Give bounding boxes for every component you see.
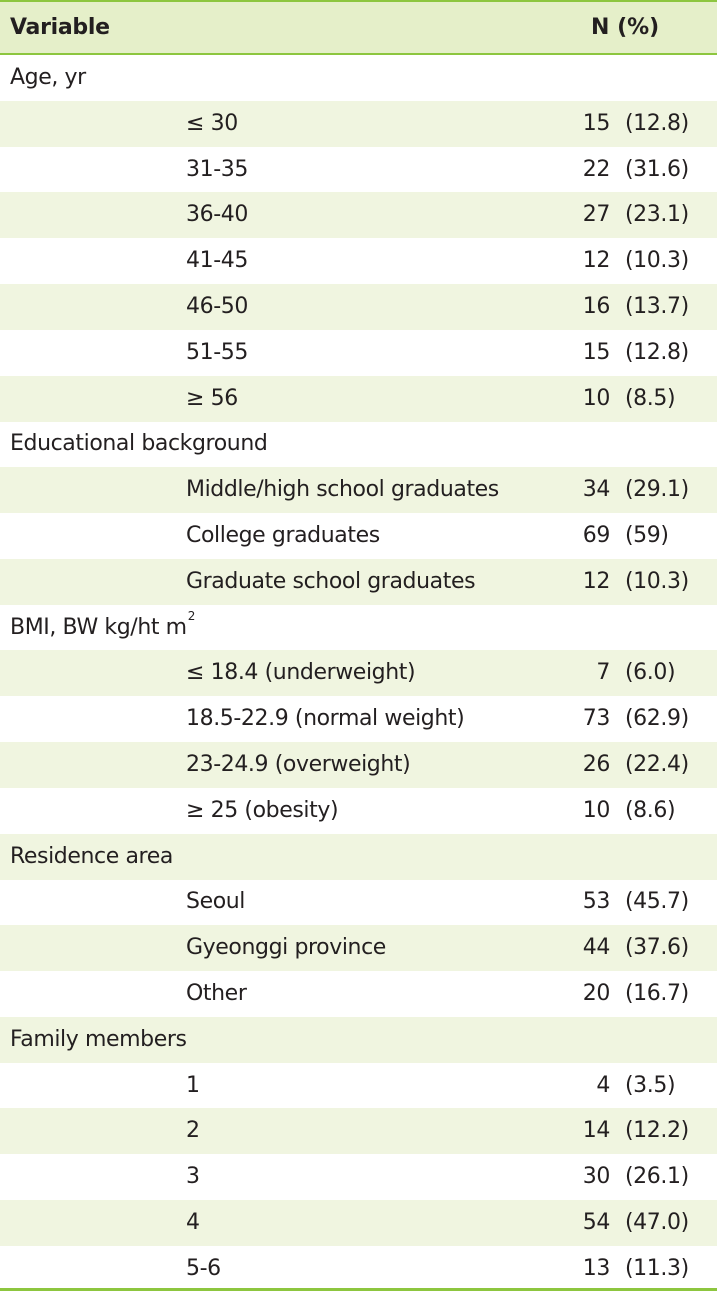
count-cell: 53 bbox=[582, 889, 610, 915]
item-label: 18.5-22.9 (normal weight) bbox=[186, 706, 465, 732]
item-label: 1 bbox=[186, 1072, 200, 1098]
table-row bbox=[0, 1154, 717, 1200]
percent-cell: (26.1) bbox=[625, 1164, 689, 1190]
table-row bbox=[0, 971, 717, 1017]
table-row bbox=[0, 238, 717, 284]
count-cell: 20 bbox=[582, 981, 610, 1006]
percent-cell: (13.7) bbox=[625, 294, 689, 319]
item-label: 23-24.9 (overweight) bbox=[186, 752, 411, 777]
category-label bbox=[10, 55, 86, 101]
percent-cell: (59) bbox=[625, 523, 669, 548]
table-row bbox=[0, 742, 717, 788]
count-cell: 54 bbox=[582, 1210, 610, 1235]
category-row bbox=[0, 605, 717, 651]
percent-cell: (16.7) bbox=[625, 981, 689, 1006]
item-label: 2 bbox=[186, 1118, 200, 1144]
table-row bbox=[0, 1108, 717, 1154]
count-cell: 44 bbox=[582, 935, 610, 961]
table-row bbox=[0, 1200, 717, 1246]
table-row bbox=[0, 101, 717, 147]
percent-cell: (3.5) bbox=[625, 1072, 676, 1098]
table-row bbox=[0, 330, 717, 376]
table-row bbox=[0, 467, 717, 513]
percent-cell: (6.0) bbox=[625, 660, 676, 686]
percent-cell: (62.9) bbox=[625, 706, 689, 732]
table-row bbox=[0, 192, 717, 238]
percent-cell: (23.1) bbox=[625, 202, 689, 228]
item-label: College graduates bbox=[186, 523, 380, 548]
category-row bbox=[0, 834, 717, 880]
item-label: 3 bbox=[186, 1164, 200, 1190]
category-label bbox=[10, 421, 267, 467]
count-cell: 15 bbox=[582, 110, 610, 136]
percent-cell: (22.4) bbox=[625, 752, 689, 777]
category-text: BMI, BW kg/ht m bbox=[10, 614, 187, 640]
table-row bbox=[0, 879, 717, 925]
count-cell: 10 bbox=[582, 385, 610, 411]
item-label: ≥ 56 bbox=[186, 385, 238, 411]
category-label bbox=[10, 1017, 187, 1063]
category-text: Educational background bbox=[10, 431, 268, 457]
count-cell: 4 bbox=[596, 1072, 610, 1098]
item-label: Graduate school graduates bbox=[186, 568, 476, 594]
count-cell: 73 bbox=[582, 706, 610, 732]
item-label: 31-35 bbox=[186, 156, 248, 182]
category-text: Family members bbox=[10, 1026, 187, 1052]
percent-cell: (29.1) bbox=[625, 477, 689, 503]
item-label: Seoul bbox=[186, 889, 246, 915]
percent-cell: (12.8) bbox=[625, 110, 689, 136]
category-row bbox=[0, 1017, 717, 1063]
table-row bbox=[0, 1063, 717, 1109]
item-label: 4 bbox=[186, 1210, 200, 1235]
item-label: ≥ 25 (obesity) bbox=[186, 797, 339, 823]
category-label bbox=[10, 834, 173, 880]
category-label bbox=[10, 605, 194, 653]
percent-cell: (47.0) bbox=[625, 1210, 689, 1235]
header-variable: Variable bbox=[10, 15, 110, 40]
count-cell: 27 bbox=[582, 202, 610, 228]
percent-cell: (12.8) bbox=[625, 339, 689, 365]
count-cell: 13 bbox=[582, 1255, 610, 1281]
item-label: Other bbox=[186, 981, 247, 1006]
table-row bbox=[0, 559, 717, 605]
table-row bbox=[0, 925, 717, 971]
percent-cell: (10.3) bbox=[625, 248, 689, 274]
table-row bbox=[0, 284, 717, 330]
percent-cell: (37.6) bbox=[625, 935, 689, 961]
item-label: Middle/high school graduates bbox=[186, 477, 499, 503]
table-row bbox=[0, 147, 717, 193]
percent-cell: (45.7) bbox=[625, 889, 689, 915]
percent-cell: (12.2) bbox=[625, 1118, 689, 1144]
count-cell: 12 bbox=[582, 568, 610, 594]
percent-cell: (8.6) bbox=[625, 797, 676, 823]
count-cell: 30 bbox=[582, 1164, 610, 1190]
item-label: 36-40 bbox=[186, 202, 248, 228]
table-row bbox=[0, 650, 717, 696]
category-text: Residence area bbox=[10, 843, 173, 869]
category-text: Age, yr bbox=[10, 65, 86, 90]
category-row bbox=[0, 55, 717, 101]
superscript: 2 bbox=[187, 608, 195, 623]
count-cell: 26 bbox=[582, 752, 610, 777]
table-row bbox=[0, 788, 717, 834]
item-label: ≤ 30 bbox=[186, 110, 238, 136]
percent-cell: (10.3) bbox=[625, 568, 689, 594]
count-cell: 7 bbox=[596, 660, 610, 686]
count-cell: 10 bbox=[582, 797, 610, 823]
table-row bbox=[0, 376, 717, 422]
item-label: 41-45 bbox=[186, 248, 248, 274]
item-label: ≤ 18.4 (underweight) bbox=[186, 660, 416, 686]
count-cell: 16 bbox=[582, 294, 610, 319]
percent-cell: (11.3) bbox=[625, 1255, 689, 1281]
percent-cell: (8.5) bbox=[625, 385, 676, 411]
count-cell: 15 bbox=[582, 339, 610, 365]
percent-cell: (31.6) bbox=[625, 156, 689, 182]
table-row bbox=[0, 513, 717, 559]
table-header bbox=[0, 2, 717, 53]
item-label: 5-6 bbox=[186, 1255, 221, 1281]
count-cell: 69 bbox=[582, 523, 610, 548]
count-cell: 22 bbox=[582, 156, 610, 182]
category-row bbox=[0, 421, 717, 467]
item-label: Gyeonggi province bbox=[186, 935, 386, 961]
count-cell: 34 bbox=[582, 477, 610, 503]
item-label: 51-55 bbox=[186, 339, 248, 365]
table-row bbox=[0, 696, 717, 742]
count-cell: 12 bbox=[582, 248, 610, 274]
item-label: 46-50 bbox=[186, 294, 248, 319]
count-cell: 14 bbox=[582, 1118, 610, 1144]
table-row bbox=[0, 1246, 717, 1292]
header-n-percent: N (%) bbox=[591, 15, 660, 40]
